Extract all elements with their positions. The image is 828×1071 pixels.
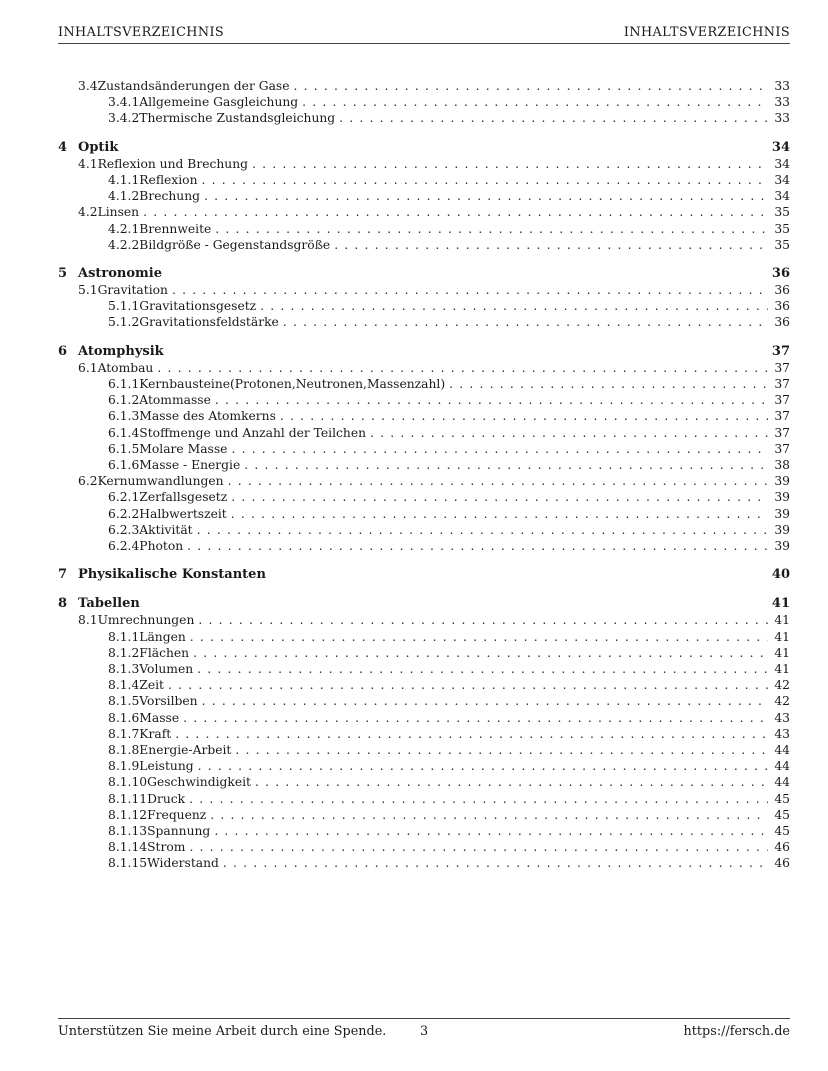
toc-dot-leader bbox=[168, 677, 768, 693]
toc-entry-page: 36 bbox=[774, 283, 790, 298]
header-right: INHALTSVERZEICHNIS bbox=[623, 25, 790, 40]
toc-entry-title: Zerfallsgesetz bbox=[139, 490, 228, 505]
toc-entry-title: Reflexion bbox=[139, 172, 198, 187]
toc-dot-leader bbox=[370, 425, 768, 441]
toc-entry-page: 37 bbox=[774, 409, 790, 424]
toc-section-entry[interactable] bbox=[58, 204, 790, 220]
toc-entry-number: 6.1.2 bbox=[108, 393, 140, 408]
toc-entry-title: Geschwindigkeit bbox=[147, 775, 252, 790]
toc-subsection-entry[interactable] bbox=[58, 645, 790, 661]
toc-entry-page: 39 bbox=[774, 474, 790, 489]
toc-subsection-entry[interactable] bbox=[58, 839, 790, 855]
toc-subsection-entry[interactable] bbox=[58, 661, 790, 677]
toc-entry-number: 5.1.2 bbox=[108, 315, 140, 330]
toc-entry-number: 5.1.1 bbox=[108, 299, 140, 314]
toc-subsection-entry[interactable] bbox=[58, 94, 790, 110]
toc-entry-number: 6.1.4 bbox=[108, 425, 140, 440]
toc-entry-number: 8.1.3 bbox=[108, 662, 140, 676]
toc-subsection-entry[interactable] bbox=[58, 489, 790, 505]
toc-entry-number: 6.2.3 bbox=[108, 522, 140, 537]
toc-entry-number: 6.2.1 bbox=[108, 490, 140, 505]
toc-dot-leader bbox=[193, 645, 768, 661]
toc-entry-number: 3.4.1 bbox=[108, 95, 140, 110]
toc-subsection-entry[interactable] bbox=[58, 441, 790, 457]
toc-entry-number: 6.1.6 bbox=[108, 457, 140, 472]
toc-subsection-entry[interactable] bbox=[58, 538, 790, 554]
toc-dot-leader bbox=[215, 392, 768, 408]
toc-entry-title: Atommasse bbox=[139, 393, 211, 408]
toc-entry-title: Molare Masse bbox=[139, 441, 228, 456]
toc-subsection-entry[interactable] bbox=[58, 506, 790, 522]
toc-entry-number: 4.2.1 bbox=[108, 221, 140, 236]
toc-entry-number: 8.1.10 bbox=[108, 775, 148, 790]
toc-entry-title: Photon bbox=[139, 538, 184, 553]
toc-entry-title: Volumen bbox=[139, 662, 194, 676]
toc-entry-page: 35 bbox=[774, 237, 790, 252]
toc-entry-page: 41 bbox=[774, 613, 790, 628]
toc-entry-title: Masse bbox=[139, 710, 180, 725]
toc-entry-title: Widerstand bbox=[147, 856, 219, 871]
toc-entry-number: 8.1 bbox=[78, 613, 98, 628]
toc-entry-title: Vorsilben bbox=[139, 694, 198, 709]
toc-entry-number: 8.1.6 bbox=[108, 710, 140, 725]
toc-section-entry[interactable] bbox=[58, 78, 790, 94]
toc-dot-leader bbox=[231, 506, 769, 522]
toc-subsection-entry[interactable] bbox=[58, 298, 790, 314]
toc-dot-leader bbox=[157, 360, 768, 376]
toc-subsection-entry[interactable] bbox=[58, 376, 790, 392]
toc-subsection-entry[interactable] bbox=[58, 110, 790, 126]
toc-entry-number: 5 bbox=[58, 265, 68, 281]
toc-entry-page: 37 bbox=[774, 377, 790, 391]
toc-subsection-entry[interactable] bbox=[58, 172, 790, 188]
toc-chapter-entry[interactable] bbox=[58, 567, 790, 583]
toc-entry-page: 39 bbox=[774, 506, 790, 521]
toc-entry-page: 41 bbox=[771, 596, 790, 612]
toc-entry-title: Masse des Atomkerns bbox=[139, 409, 276, 424]
toc-subsection-entry[interactable] bbox=[58, 774, 790, 790]
toc-entry-page: 39 bbox=[774, 538, 790, 553]
toc-entry-title: Kraft bbox=[139, 726, 172, 741]
toc-dot-leader bbox=[228, 473, 769, 489]
toc-entry-page: 46 bbox=[774, 856, 790, 871]
toc-entry-title: Linsen bbox=[97, 205, 140, 220]
toc-section-entry[interactable] bbox=[58, 473, 790, 489]
toc-chapter-entry[interactable] bbox=[58, 266, 790, 282]
toc-entry-title: Atomphysik bbox=[78, 343, 164, 359]
toc-entry-page: 33 bbox=[774, 111, 790, 126]
toc-entry-title: Allgemeine Gasgleichung bbox=[139, 95, 299, 110]
toc-dot-leader bbox=[223, 855, 768, 871]
toc-entry-number: 7 bbox=[58, 567, 68, 583]
toc-dot-leader bbox=[197, 661, 768, 677]
toc-dot-leader bbox=[449, 376, 768, 392]
toc-entry-number: 8.1.4 bbox=[108, 678, 140, 693]
toc-dot-leader bbox=[202, 693, 769, 709]
toc-entry-page: 34 bbox=[774, 172, 790, 187]
toc-subsection-entry[interactable] bbox=[58, 807, 790, 823]
toc-entry-page: 42 bbox=[774, 694, 790, 709]
toc-subsection-entry[interactable] bbox=[58, 221, 790, 237]
toc-entry-page: 37 bbox=[774, 393, 790, 408]
toc-dot-leader bbox=[294, 78, 769, 94]
toc-dot-leader bbox=[198, 758, 769, 774]
toc-subsection-entry[interactable] bbox=[58, 425, 790, 441]
toc-dot-leader bbox=[204, 188, 768, 204]
toc-entry-title: Druck bbox=[147, 791, 186, 806]
toc-entry-title: Umrechnungen bbox=[97, 613, 195, 628]
toc-dot-leader bbox=[197, 522, 769, 538]
footer-rule bbox=[58, 1018, 790, 1019]
toc-entry-number: 4 bbox=[58, 139, 68, 155]
toc-entry-title: Masse - Energie bbox=[139, 457, 241, 472]
toc-subsection-entry[interactable] bbox=[58, 758, 790, 774]
toc-entry-page: 33 bbox=[774, 95, 790, 110]
toc-entry-page: 39 bbox=[774, 490, 790, 505]
toc-entry-page: 33 bbox=[774, 79, 790, 93]
toc-entry-title: Kernumwandlungen bbox=[97, 474, 224, 489]
toc-dot-leader bbox=[252, 156, 768, 172]
toc-entry-title: Gravitationsgesetz bbox=[139, 299, 257, 314]
toc-dot-leader bbox=[189, 839, 768, 855]
toc-entry-number: 4.1.1 bbox=[108, 172, 140, 187]
toc-entry-page: 45 bbox=[774, 791, 790, 806]
toc-entry-page: 35 bbox=[774, 221, 790, 236]
toc-entry-number: 3.4.2 bbox=[108, 111, 140, 126]
toc-entry-title: Aktivität bbox=[139, 522, 193, 537]
toc-subsection-entry[interactable] bbox=[58, 742, 790, 758]
footer-donation-text: Unterstützen Sie meine Arbeit durch eine Spende. bbox=[58, 1024, 387, 1039]
toc-entry-page: 34 bbox=[774, 156, 790, 171]
toc-subsection-entry[interactable] bbox=[58, 188, 790, 204]
toc-subsection-entry[interactable] bbox=[58, 791, 790, 807]
toc-entry-number: 6.2 bbox=[78, 474, 98, 489]
toc-entry-title: Zustandsänderungen der Gase bbox=[97, 79, 290, 93]
toc-entry-page: 37 bbox=[774, 360, 790, 375]
toc-entry-title: Stoffmenge und Anzahl der Teilchen bbox=[139, 425, 367, 440]
toc-section-entry[interactable] bbox=[58, 612, 790, 628]
toc-dot-leader bbox=[143, 204, 768, 220]
toc-entry-number: 5.1 bbox=[78, 283, 98, 298]
toc-entry-number: 6.1.3 bbox=[108, 409, 140, 424]
toc-entry-title: Spannung bbox=[147, 823, 211, 838]
toc-dot-leader bbox=[235, 742, 768, 758]
toc-entry-page: 39 bbox=[774, 522, 790, 537]
toc-chapter-entry[interactable] bbox=[58, 596, 790, 612]
toc-entry-title: Optik bbox=[78, 139, 119, 155]
toc-entry-title: Thermische Zustandsgleichung bbox=[139, 111, 336, 126]
toc-entry-number: 8.1.13 bbox=[108, 823, 148, 838]
toc-entry-number: 4.2 bbox=[78, 205, 98, 220]
toc-entry-page: 43 bbox=[774, 710, 790, 725]
toc-chapter-entry[interactable] bbox=[58, 140, 790, 156]
toc-subsection-entry[interactable] bbox=[58, 823, 790, 839]
toc-entry-number: 8.1.8 bbox=[108, 742, 140, 757]
toc-entry-page: 44 bbox=[774, 775, 790, 790]
toc-entry-title: Gravitationsfeldstärke bbox=[139, 315, 279, 330]
toc-dot-leader bbox=[190, 629, 769, 645]
toc-dot-leader bbox=[172, 282, 768, 298]
toc-dot-leader bbox=[283, 314, 769, 330]
toc-entry-title: Strom bbox=[147, 840, 186, 855]
toc-entry-title: Tabellen bbox=[78, 596, 140, 612]
toc-entry-title: Brechung bbox=[139, 189, 201, 204]
toc-entry-title: Flächen bbox=[139, 645, 190, 660]
toc-entry-number: 3.4 bbox=[78, 79, 98, 93]
toc-dot-leader bbox=[260, 298, 768, 314]
toc-subsection-entry[interactable] bbox=[58, 237, 790, 253]
toc-entry-number: 8.1.14 bbox=[108, 840, 148, 855]
toc-subsection-entry[interactable] bbox=[58, 693, 790, 709]
toc-entry-page: 37 bbox=[771, 343, 790, 359]
footer-url[interactable]: https://fersch.de bbox=[683, 1024, 790, 1039]
running-footer bbox=[58, 1024, 790, 1039]
toc-entry-number: 6.2.2 bbox=[108, 506, 140, 521]
toc-dot-leader bbox=[210, 807, 768, 823]
toc-dot-leader bbox=[339, 110, 768, 126]
toc-entry-number: 6.2.4 bbox=[108, 538, 140, 553]
toc-dot-leader bbox=[214, 823, 768, 839]
toc-subsection-entry[interactable] bbox=[58, 408, 790, 424]
toc-entry-number: 8.1.1 bbox=[108, 629, 140, 644]
toc-entry-page: 34 bbox=[774, 189, 790, 204]
toc-entry-title: Reflexion und Brechung bbox=[97, 156, 249, 171]
toc-dot-leader bbox=[302, 94, 768, 110]
toc-subsection-entry[interactable] bbox=[58, 726, 790, 742]
toc-dot-leader bbox=[255, 774, 768, 790]
toc-subsection-entry[interactable] bbox=[58, 314, 790, 330]
toc-subsection-entry[interactable] bbox=[58, 710, 790, 726]
toc-entry-page: 43 bbox=[774, 726, 790, 741]
toc-dot-leader bbox=[187, 538, 768, 554]
toc-entry-title: Atombau bbox=[97, 360, 154, 375]
toc-dot-leader bbox=[189, 791, 768, 807]
toc-entry-page: 45 bbox=[774, 823, 790, 838]
header-left: INHALTSVERZEICHNIS bbox=[58, 25, 225, 40]
toc-entry-number: 8.1.11 bbox=[108, 791, 148, 806]
toc-entry-number: 6.1.5 bbox=[108, 441, 140, 456]
toc-entry-page: 41 bbox=[774, 645, 790, 660]
toc-dot-leader bbox=[198, 612, 768, 628]
toc-entry-page: 41 bbox=[774, 629, 790, 644]
toc-entry-title: Gravitation bbox=[97, 283, 168, 298]
toc-entry-number: 8.1.5 bbox=[108, 694, 140, 709]
toc-entry-page: 44 bbox=[774, 759, 790, 774]
toc-entry-number: 6.1 bbox=[78, 360, 98, 375]
toc-entry-number: 4.1 bbox=[78, 156, 98, 171]
toc-dot-leader bbox=[183, 710, 768, 726]
running-header bbox=[58, 25, 790, 40]
table-of-contents bbox=[58, 78, 790, 871]
toc-section-entry[interactable] bbox=[58, 156, 790, 172]
toc-dot-leader bbox=[215, 221, 768, 237]
toc-entry-page: 35 bbox=[774, 205, 790, 220]
toc-section-entry[interactable] bbox=[58, 360, 790, 376]
toc-entry-page: 37 bbox=[774, 441, 790, 456]
toc-entry-title: Physikalische Konstanten bbox=[78, 567, 266, 583]
toc-entry-page: 36 bbox=[774, 299, 790, 314]
toc-entry-title: Brennweite bbox=[139, 221, 212, 236]
toc-entry-page: 36 bbox=[774, 315, 790, 330]
page-number: 3 bbox=[420, 1024, 429, 1039]
toc-entry-title: Halbwertszeit bbox=[139, 506, 227, 521]
toc-subsection-entry[interactable] bbox=[58, 677, 790, 693]
toc-subsection-entry[interactable] bbox=[58, 855, 790, 871]
toc-subsection-entry[interactable] bbox=[58, 629, 790, 645]
toc-chapter-entry[interactable] bbox=[58, 344, 790, 360]
toc-entry-title: Zeit bbox=[139, 678, 164, 693]
toc-section-entry[interactable] bbox=[58, 282, 790, 298]
toc-entry-page: 42 bbox=[774, 678, 790, 693]
toc-entry-page: 41 bbox=[774, 662, 790, 676]
toc-entry-number: 4.1.2 bbox=[108, 189, 140, 204]
toc-dot-leader bbox=[175, 726, 768, 742]
toc-entry-number: 4.2.2 bbox=[108, 237, 140, 252]
toc-entry-title: Längen bbox=[139, 629, 186, 644]
toc-entry-title: Frequenz bbox=[147, 807, 207, 822]
toc-entry-number: 6.1.1 bbox=[108, 377, 140, 391]
toc-entry-page: 34 bbox=[771, 139, 790, 155]
toc-entry-number: 8 bbox=[58, 596, 68, 612]
toc-entry-page: 44 bbox=[774, 742, 790, 757]
toc-entry-number: 8.1.12 bbox=[108, 807, 148, 822]
toc-dot-leader bbox=[202, 172, 769, 188]
toc-entry-number: 8.1.7 bbox=[108, 726, 140, 741]
toc-entry-title: Energie-Arbeit bbox=[139, 742, 232, 757]
toc-entry-title: Astronomie bbox=[78, 265, 163, 281]
toc-dot-leader bbox=[231, 489, 768, 505]
toc-subsection-entry[interactable] bbox=[58, 522, 790, 538]
toc-entry-page: 46 bbox=[774, 840, 790, 855]
toc-entry-number: 8.1.15 bbox=[108, 856, 148, 871]
toc-subsection-entry[interactable] bbox=[58, 392, 790, 408]
toc-entry-title: Leistung bbox=[139, 759, 194, 774]
toc-dot-leader bbox=[280, 408, 768, 424]
toc-entry-page: 38 bbox=[774, 457, 790, 472]
toc-subsection-entry[interactable] bbox=[58, 457, 790, 473]
toc-entry-title: Kernbausteine(Protonen,Neutronen,Massenzahl) bbox=[139, 377, 446, 391]
toc-dot-leader bbox=[244, 457, 768, 473]
toc-entry-page: 45 bbox=[774, 807, 790, 822]
toc-entry-number: 6 bbox=[58, 343, 68, 359]
toc-entry-number: 8.1.2 bbox=[108, 645, 140, 660]
toc-dot-leader bbox=[334, 237, 768, 253]
header-rule bbox=[58, 43, 790, 44]
toc-entry-title: Bildgröße - Gegenstandsgröße bbox=[139, 237, 331, 252]
toc-dot-leader bbox=[231, 441, 768, 457]
toc-entry-page: 36 bbox=[771, 265, 790, 281]
toc-entry-page: 40 bbox=[771, 567, 790, 583]
toc-entry-number: 8.1.9 bbox=[108, 759, 140, 774]
toc-entry-page: 37 bbox=[774, 425, 790, 440]
